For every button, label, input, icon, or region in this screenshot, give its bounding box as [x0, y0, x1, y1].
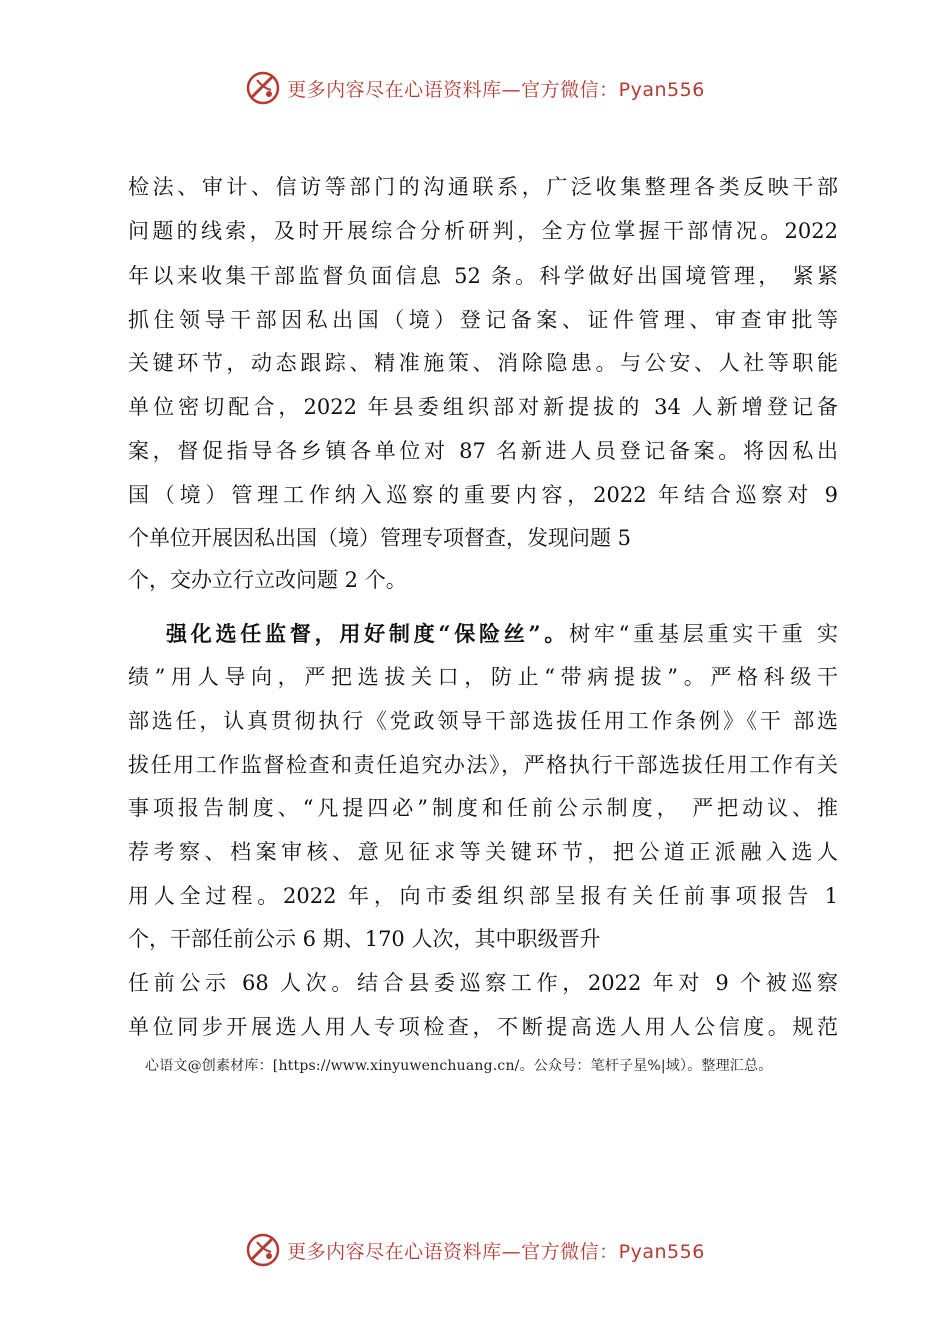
paragraph-line: 个单位开展因私出国（境）管理专项督查，发现问题 5: [128, 526, 632, 550]
paragraph-line: 个，交办立行立改问题 2 个。: [128, 568, 407, 592]
paragraph-line: 用人全过程。2022 年，向市委组织部呈报有关任前事项报告 1: [128, 884, 838, 908]
paragraph-heading-line: [166, 620, 838, 650]
logo-icon: [245, 1232, 281, 1268]
source-note: 心语文@创素材库：[https://www.xinyuwenchuang.cn/。公众号：笔杆子星%|域）。整理汇总。: [145, 1058, 773, 1074]
paragraph-line: 单位密切配合，2022 年县委组织部对新提拔的 34 人新增登记备: [128, 395, 838, 419]
paragraph-line: 个，干部任前公示 6 期、170 人次，其中职级晋升: [128, 927, 601, 951]
paragraph-line: 树牢“重基层重实干重 实: [569, 622, 838, 646]
paragraph-line: 年以来收集干部监督负面信息 52 条。科学做好出国境管理， 紧紧: [128, 264, 838, 288]
logo-icon: [245, 70, 281, 106]
paragraph-line: 事项报告制度、“凡提四必”制度和任前公示制度， 严把动议、推: [128, 796, 838, 820]
paragraph-line: 国（境）管理工作纳入巡察的重要内容，2022 年结合巡察对 9: [128, 483, 838, 507]
banner-text: 更多内容尽在心语资料库—官方微信：Pyan556: [287, 78, 705, 101]
banner-text: 更多内容尽在心语资料库—官方微信：Pyan556: [287, 1240, 705, 1263]
paragraph-line: 问题的线索，及时开展综合分析研判，全方位掌握干部情况。2022: [128, 219, 838, 243]
paragraph-line: 任前公示 68 人次。结合县委巡察工作，2022 年对 9 个被巡察: [128, 971, 838, 995]
paragraph-line: 案，督促指导各乡镇各单位对 87 名新进人员登记备案。将因私出: [128, 439, 838, 463]
paragraph-line: 检法、审计、信访等部门的沟通联系，广泛收集整理各类反映干部: [128, 175, 838, 199]
paragraph-line: 单位同步开展选人用人专项检查，不断提高选人用人公信度。规范: [128, 1015, 838, 1039]
paragraph-line: 绩”用人导向，严把选拔关口，防止“带病提拔”。严格科级干: [128, 665, 838, 689]
paragraph-line: 部选任，认真贯彻执行《党政领导干部选拔任用工作条例》《干 部选: [128, 709, 838, 733]
paragraph-line: 关键环节，动态跟踪、精准施策、消除隐患。与公安、人社等职能: [128, 351, 838, 375]
footer-banner: [0, 1232, 950, 1268]
paragraph-line: 荐考察、档案审核、意见征求等关键环节，把公道正派融入选人: [128, 840, 838, 864]
section-heading: 强化选任监督，用好制度“保险丝”。: [166, 621, 570, 646]
header-banner: [0, 70, 950, 106]
paragraph-line: 拔任用工作监督检查和责任追究办法》，严格执行干部选拔任用工作有关: [128, 753, 838, 777]
paragraph-line: 抓住领导干部因私出国（境）登记备案、证件管理、审查审批等: [128, 308, 838, 332]
